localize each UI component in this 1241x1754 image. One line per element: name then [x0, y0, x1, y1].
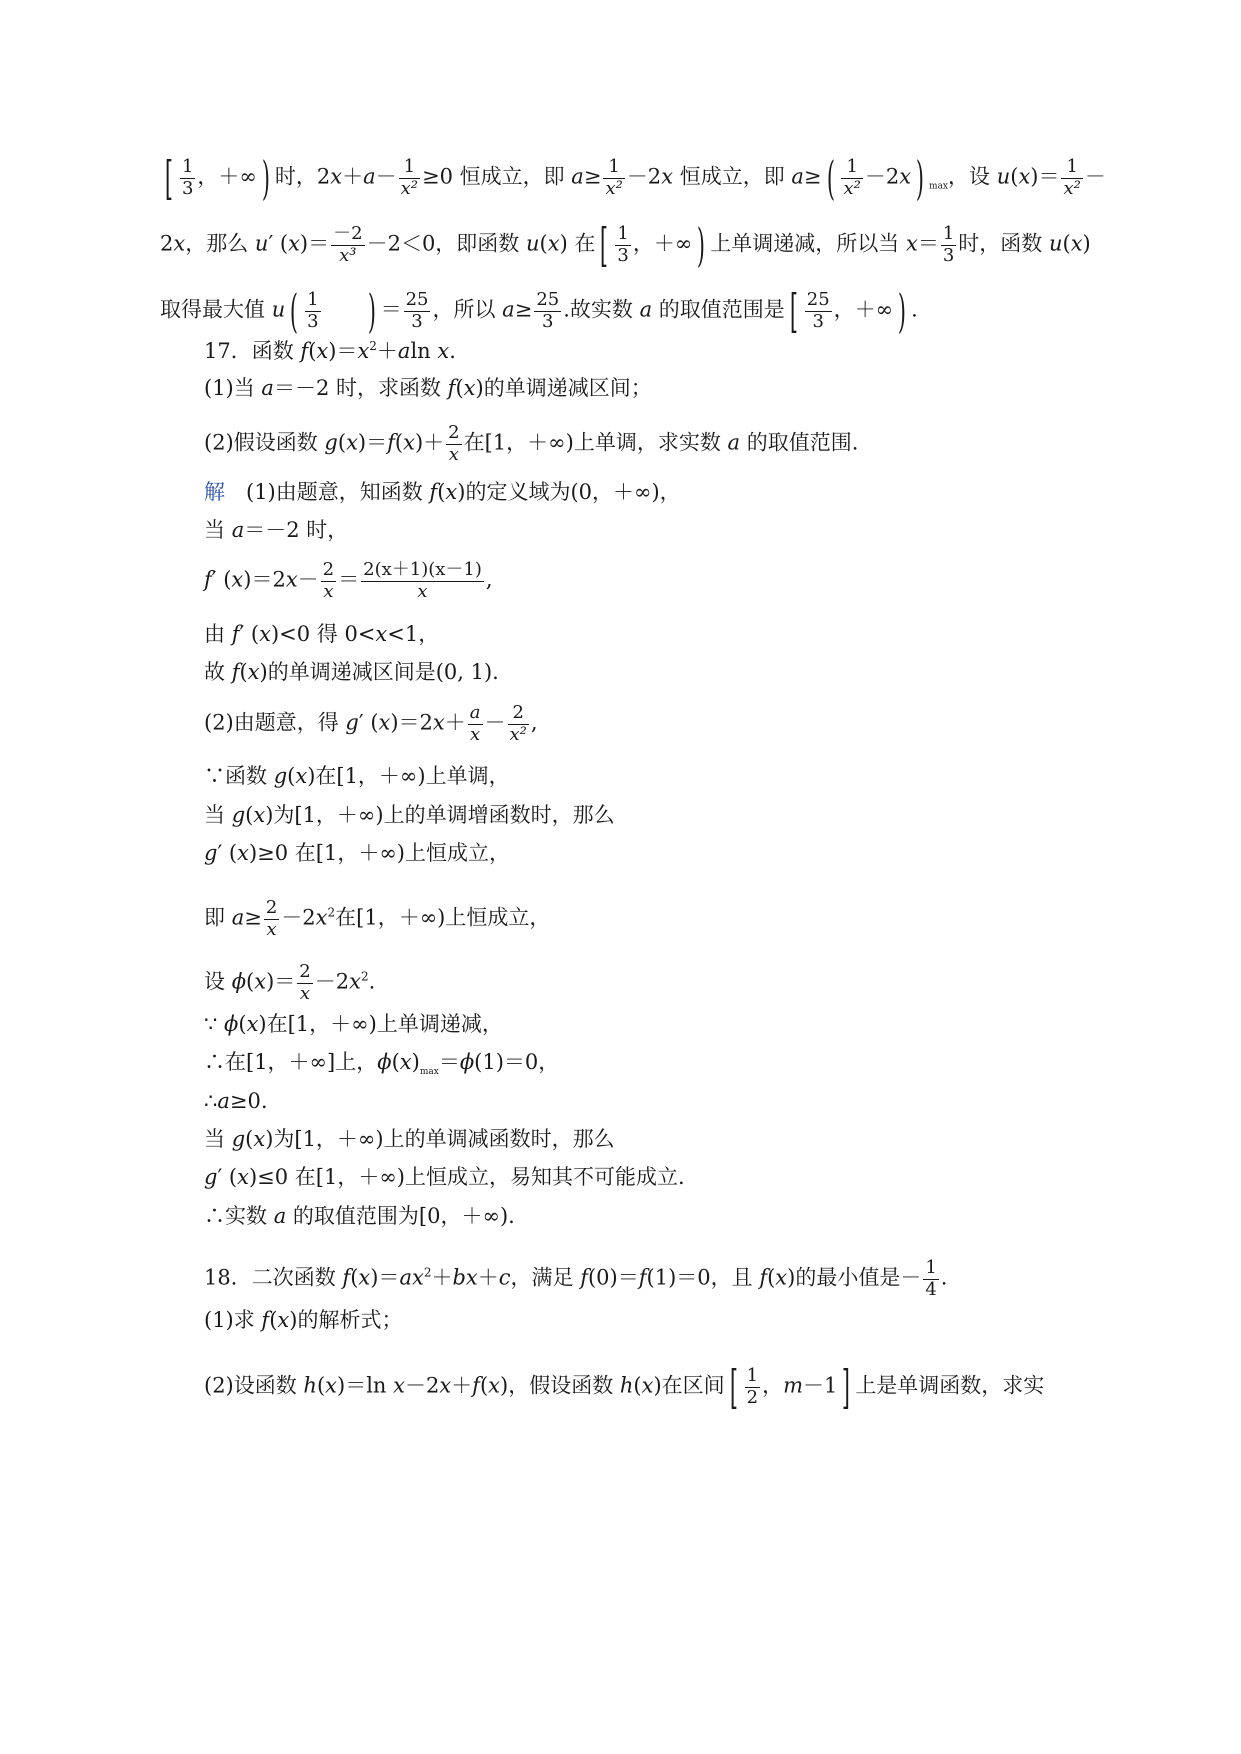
- fraction: $\frac{25}{3}$: [536, 288, 560, 332]
- right-paren: ): [916, 151, 925, 205]
- fraction: $\frac{1}{\text{x²}}$: [843, 155, 861, 199]
- fraction: $\frac{-2}{\text{x³}}$: [333, 222, 363, 266]
- fraction: $\frac{2}{x}$: [322, 559, 335, 602]
- fraction: $\frac{2(x+1)(x-1)}{x}$: [363, 559, 482, 602]
- problem-17-title: 17．函数 $f(x)=x^2+aln$ x.: [204, 339, 456, 363]
- fraction: $\frac{1}{3}$: [307, 288, 319, 332]
- text-line-16: 即 a≥ $\frac{2}{x}$ $-2x^2$在[1，＋∞)上恒成立，: [204, 897, 551, 940]
- text-line-14: 当 g(x)为[1，＋∞)上的单调增函数时，那么: [204, 803, 615, 827]
- problem-17-part-2: (2)假设函数 g(x)＝f(x)＋ $\frac{2}{x}$ 在[1，＋∞)上单调，求实数 a 的取值范围.: [204, 422, 859, 465]
- problem-18-part-2: (2)设函数 h(x)＝ln x－2x＋f(x)，假设函数 h(x)在区间 [ $\frac{1}{2}$ ，m－1 ] 上是单调函数，求实: [204, 1360, 1045, 1414]
- right-bracket: ]: [842, 1360, 851, 1414]
- fraction: $\frac{1}{\text{x²}}$: [1063, 155, 1081, 199]
- text-line-2: 2x，那么 u′ (x)＝ $\frac{-2}{\text{x³}}$ －2＜0，即函数 u(x) 在 [ $\frac{1}{3}$ ，＋∞ ) 上单调递减，所以当 x＝ $\frac{1}{3}$ 时，函数 u(x): [160, 218, 1091, 272]
- fraction: $\frac{1}{3}$: [181, 155, 194, 199]
- left-bracket: [: [729, 1360, 738, 1414]
- problem-18-part-1: (1)求 f(x)的解析式；: [204, 1308, 403, 1332]
- text-line-15: g′ (x)≥0 在[1，＋∞)上恒成立，: [204, 841, 511, 865]
- fraction: $\frac{2}{x}$: [299, 961, 311, 1004]
- fraction: $\frac{1}{3}$: [617, 222, 629, 266]
- fraction: $\frac{2}{x}$: [448, 422, 460, 465]
- problem-17-part-1: (1)当 a＝－2 时，求函数 f(x)的单调递减区间；: [204, 376, 652, 400]
- derivative-line: f′ (x)＝2x－ $\frac{2}{x}$ ＝ $\frac{2(x+1)(x-1)}{x}$ ,: [204, 559, 493, 602]
- right-paren: ): [697, 218, 706, 272]
- text-line-18: ∵ ϕ(x)在[1，＋∞)上单调递减，: [204, 1012, 503, 1036]
- right-paren: ): [898, 284, 907, 338]
- right-paren: ): [367, 284, 376, 338]
- fraction: $\frac{2}{x}$: [265, 897, 278, 940]
- problem-18-title: 18．二次函数 $f(x)=ax^2+bx+c$，满足 f(0)＝f(1)＝0，且 f(x)的最小值是－ $\frac{1}{4}$ .: [204, 1257, 948, 1300]
- fraction: $\frac{1}{2}$: [746, 1364, 759, 1408]
- text-line-17: 设 ϕ(x)＝ $\frac{2}{x}$ $-2x^2$.: [204, 961, 376, 1004]
- text-line-13: ∵函数 g(x)在[1，＋∞)上单调，: [204, 764, 510, 788]
- solution-start: 解 (1)由题意，知函数 f(x)的定义域为(0，＋∞)，: [204, 480, 681, 504]
- fraction: $\frac{1}{\text{x²}}$: [605, 155, 623, 199]
- text-line-10: 由 f′ (x)<0 得 0<x<1，: [204, 622, 440, 646]
- left-paren: (: [290, 284, 299, 338]
- fraction: $\frac{25}{3}$: [806, 288, 830, 332]
- text-line-22: g′ (x)≤0 在[1，＋∞)上恒成立，易知其不可能成立.: [204, 1165, 685, 1189]
- text-line-20: ∴a≥0.: [204, 1089, 268, 1113]
- solution-label: 解: [204, 480, 225, 504]
- left-bracket: [: [600, 218, 609, 272]
- fraction: $\frac{1}{4}$: [925, 1257, 937, 1300]
- text-line-11: 故 f(x)的单调递减区间是(0, 1).: [204, 660, 499, 684]
- fraction: $\frac{1}{\text{x²}}$: [400, 155, 418, 199]
- fraction: $\frac{25}{3}$: [405, 288, 429, 332]
- right-paren: ): [261, 151, 270, 205]
- left-bracket: [: [789, 284, 798, 338]
- text-line-21: 当 g(x)为[1，＋∞)上的单调减函数时，那么: [204, 1127, 615, 1151]
- left-bracket: [: [164, 151, 174, 205]
- text-line-12: (2)由题意，得 g′ (x)＝2x＋ $\frac{a}{x}$ － $\frac{2}{\text{x²}}$ ,: [204, 702, 538, 745]
- text-line-19: ∴在[1，＋∞]上，$\phi(x)_{max}=\phi(1)=0$，: [204, 1050, 560, 1078]
- text-line-1: [ $\frac{1}{3}$ ，＋∞ ) 时，2x＋a－ $\frac{1}{\text{x²}}$ ≥0 恒成立，即 a≥ $\frac{1}{\text{x²}}$ －2x 恒成立，即 a≥ ( $\frac{1}{\text{x²}}$ －2x ) $_{max}$，设 u(x)＝ $\frac{1}{\text{x²}}$ －: [164, 151, 1106, 205]
- text-line-23: ∴实数 a 的取值范围为[0，＋∞).: [204, 1204, 515, 1228]
- left-paren: (: [826, 151, 835, 205]
- fraction: $\frac{a}{x}$: [469, 702, 481, 745]
- fraction: $\frac{1}{3}$: [942, 222, 955, 266]
- text-line-8: 当 a＝－2 时，: [204, 518, 349, 542]
- text-line-3: 取得最大值 u ( $\frac{1}{3}$ ) ＝ $\frac{25}{3}$ ，所以 a≥ $\frac{25}{3}$ .故实数 a 的取值范围是 [ $\frac{25}{3}$ ，＋∞ ) .: [160, 284, 918, 338]
- fraction: $\frac{2}{\text{x²}}$: [509, 702, 527, 745]
